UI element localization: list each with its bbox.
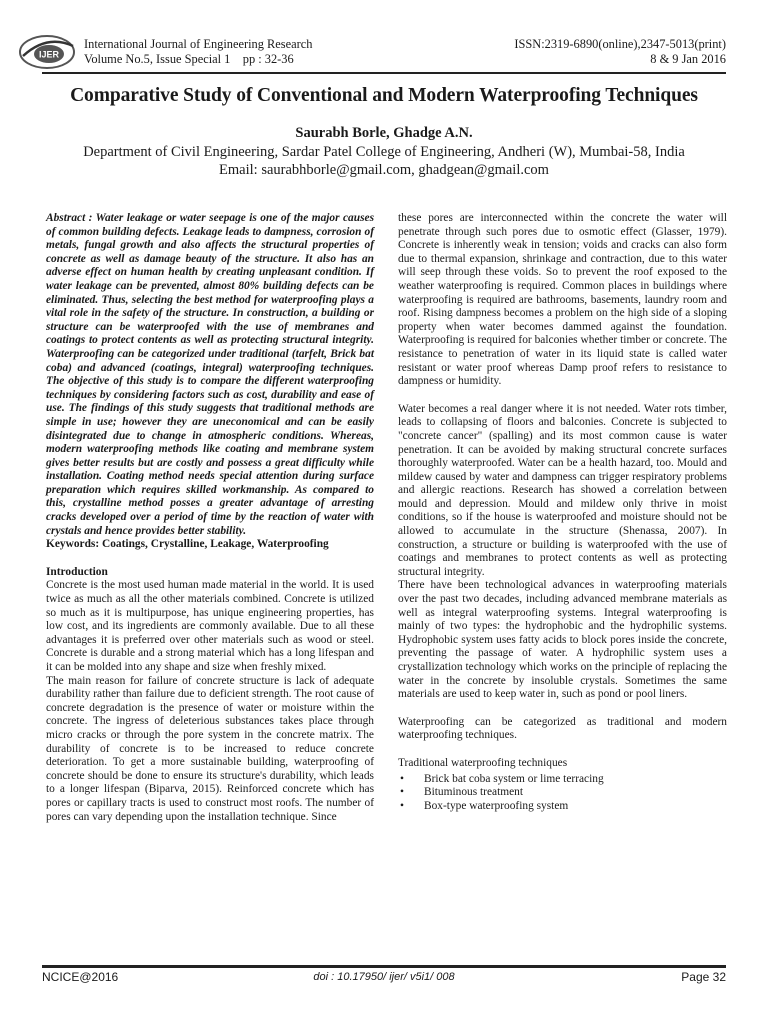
journal-name: International Journal of Engineering Research	[84, 37, 313, 51]
issn: ISSN:2319-6890(online),2347-5013(print)	[514, 37, 726, 51]
abstract: Abstract : Water leakage or water seepage is one of the major causes of common building defects. Leakage leads to dampness, corrosion of metals, fungal growth and also affects the structural properties of concrete as well as damage beauty of the structure. It also has an adverse effect on human health by creating unpleasant condition. If water leakage can be prevented, almost 80% building defects can be eliminated. Thus, selecting the best method for waterproofing plays a vital role in the safety of the structure. In construction, a building or structure can be waterproofed with the use of membranes and coatings to protect contents as well as protecting structural integrity. Waterproofing can be categorized under traditional (tarfelt, Brick bat coba) and advanced (coatings, integral) waterproofing techniques. The objective of this study is to compare the different waterproofing techniques by considering factors such as cost, durability and ease of use. The findings of this study suggests that traditional methods are simple in use; however they are uneconomical and can be easily disintegrated due to change in atmospheric conditions. Whereas, modern waterproofing methods like coating and membrane system gives better results but are costly and possess a great difficulty while installation. Coating method needs special attention during surface preparation which requires skilled workmanship. As compared to this, crystalline method posses a greater advantage of arresting cracks developed over a period of time by the reaction of water with crystals and hence provides better stability.	[46, 212, 374, 537]
paper-authors: Saurabh Borle, Ghadge A.N.	[295, 125, 473, 141]
list-item: • Brick bat coba system or lime terracing	[398, 773, 727, 787]
keywords: Keywords: Coatings, Crystalline, Leakage, Waterproofing	[46, 538, 329, 551]
list-item: • Box-type waterproofing system	[398, 800, 727, 814]
paper-title: Comparative Study of Conventional and Modern Waterproofing Techniques	[70, 85, 698, 106]
right-column	[398, 212, 727, 813]
section-heading-introduction: Introduction	[46, 565, 108, 578]
page-number: Page 32	[681, 970, 726, 984]
email: Email: saurabhborle@gmail.com, ghadgean@gmail.com	[219, 162, 549, 178]
svg-text:IJER: IJER	[38, 49, 60, 60]
issn-info	[514, 37, 726, 66]
author-affiliation-block	[0, 143, 768, 179]
list-title: Traditional waterproofing techniques	[398, 756, 568, 769]
header-rule	[42, 72, 726, 74]
left-column	[46, 212, 374, 824]
paragraph: The main reason for failure of concrete structure is lack of adequate durability rather than failure due to deficient strength. The root cause of concrete degradation is the presence of water or moisture within the concrete. The ingress of deleterious substances takes place through micro cracks or through the pore system in the concrete matrix. The durability of concrete is to be increased to reduce concrete deterioration. To get a more sustainable building, waterproofing of concrete should be done to ensure its structure's durability, which leads to a longer lifespan (Biparva, 2015). Reinforced concrete which has pores or capillary tracts is used to construct most roofs. The number of pores can vary depending upon the installation technique. Since	[46, 674, 374, 823]
paragraph: these pores are interconnected within the concrete the water will penetrate through such pores due to osmotic effect (Glasser, 1979). Concrete is inherently weak in tension; voids and cracks can also form due to thermal expansion, shrinkage and contraction, due to this water will seep through these voids. So to prevent the roof exposed to the weather waterproofing is required. Common places in buildings where waterproofing is required are bathrooms, basements, laundry room and roof. Rising dampness becomes a problem on the high side of a sloping property when water becomes dammed against the foundation. Waterproofing is required for balconies whether timber or concrete. The resistance to penetration of water in its liquid state is called water resistant or water proof whereas Damp proof refers to resistance to dampness or humidity.	[398, 212, 727, 388]
conference-date: 8 & 9 Jan 2016	[650, 51, 726, 66]
list-item: • Bituminous treatment	[398, 786, 727, 800]
affiliation: Department of Civil Engineering, Sardar Patel College of Engineering, Andheri (W), Mumbai-58, India	[83, 144, 685, 160]
journal-logo	[17, 32, 77, 72]
footer-doi: doi : 10.17950/ ijer/ v5i1/ 008	[313, 971, 455, 983]
paragraph: There have been technological advances in waterproofing materials over the past two decades, including advanced membrane materials as well as integral waterproofing systems. Integral waterproofing is mainly of two types: the hydrophobic and the hydrophilic systems. Hydrophobic system uses fatty acids to block pores inside the concrete, preventing the passage of water. A hydrophilic system uses a crystallization technology which works on the principle of replacing the water in the concrete by insoluble crystals. Sometimes the same materials are used to keep water in, such as pond or pool liners.	[398, 579, 727, 701]
bullet-list	[398, 773, 727, 814]
footer-rule	[42, 965, 726, 968]
footer-conference: NCICE@2016	[42, 970, 119, 984]
paragraph: Water becomes a real danger where it is not needed. Water rots timber, leads to collapsing of floors and balconies. Concrete is subjected to "concrete cancer" (spalling) and its most common cause is water penetration. It can be avoided by making structural concrete surfaces thoroughly waterproofed. Water can be a health hazard, too. Mould and mildew caused by water and dampness can trigger respiratory problems and allergic reactions. Research has showed a correlation between mould and depression. Mould and mildew only thrive in moist conditions, so if the house is waterproofed and moisture should not be allowed to accumulate in the structure (Shenassa, 2007). In construction, a structure or building is waterproofed with the use of coatings and membranes to protect contents as well as protecting structural integrity.	[398, 402, 727, 578]
paragraph: Waterproofing can be categorized as traditional and modern waterproofing techniques.	[398, 715, 727, 742]
journal-volume: Volume No.5, Issue Special 1 pp : 32-36	[84, 51, 294, 66]
journal-info	[84, 37, 312, 66]
paragraph: Concrete is the most used human made material in the world. It is used twice as much as all the other materials combined. Concrete is utilized so much as it is multipurpose, has unique engineering properties, has low cost, and its ingredients are commonly available. Due to all these advantages it is preferred over other materials such as wood or steel. Concrete is durable and a strong material which has a long lifespan and it can be molded into any shape and size when freshly mixed.	[46, 579, 374, 673]
